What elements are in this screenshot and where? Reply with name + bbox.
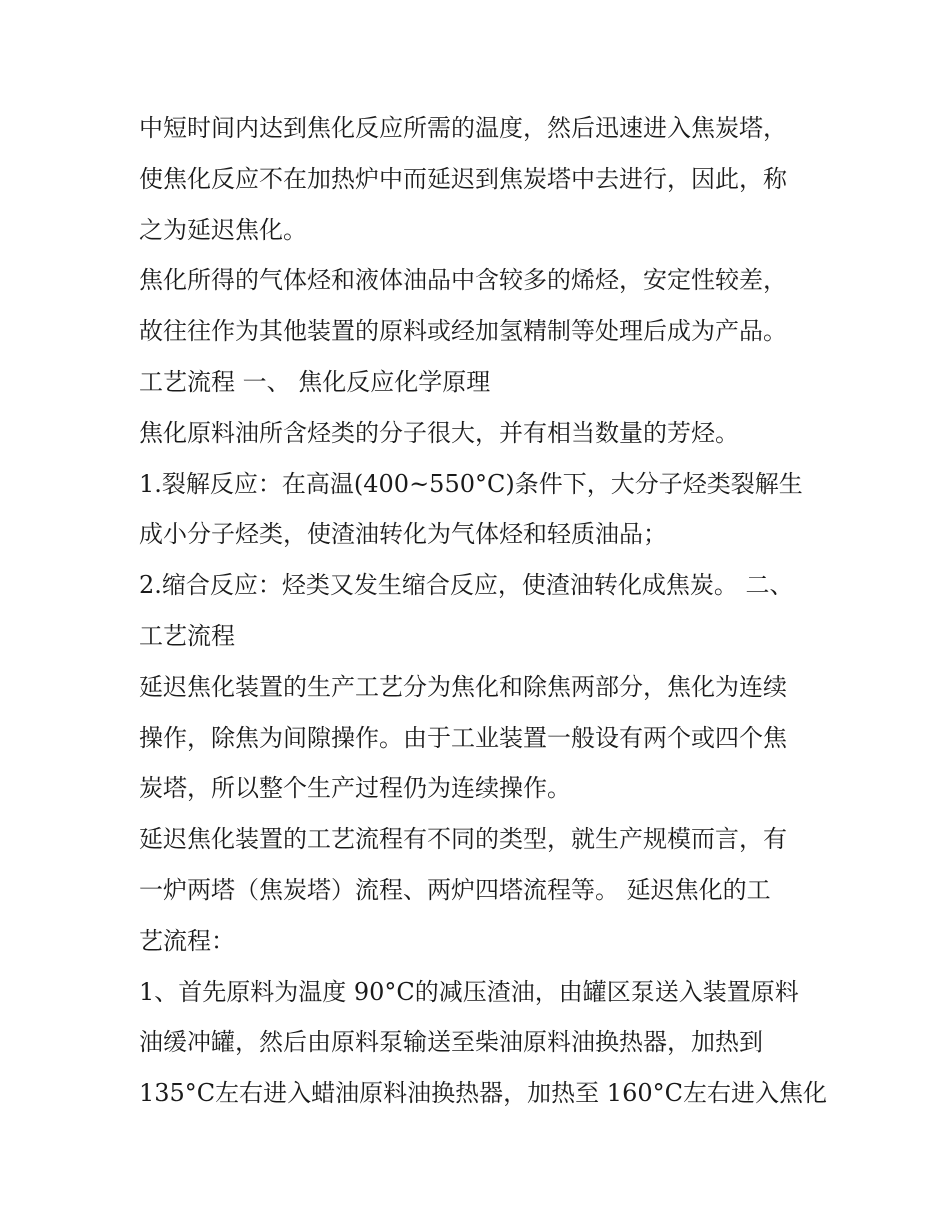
document-body xyxy=(139,103,827,1119)
text-line: 中短时间内达到焦化反应所需的温度，然后迅速进入焦炭塔， xyxy=(139,114,787,142)
text-line: 一炉两塔（焦炭塔）流程、两炉四塔流程等。 延迟焦化的工 xyxy=(139,875,771,904)
paragraph-delayed-coking-definition xyxy=(139,103,819,255)
text-line: 操作，除焦为间隙操作。由于工业装置一般设有两个或四个焦 xyxy=(139,723,787,752)
text-line: 焦化原料油所含烃类的分子很大，并有相当数量的芳烃。 xyxy=(139,418,739,447)
text-line: 135°C左右进入蜡油原料油换热器，加热至 160°C左右进入焦化 xyxy=(139,1079,827,1108)
text-line: 延迟焦化装置的生产工艺分为焦化和除焦两部分，焦化为连续 xyxy=(139,672,787,701)
text-line: 油缓冲罐，然后由原料泵输送至柴油原料油换热器，加热到 xyxy=(139,1028,763,1057)
text-line: 延迟焦化装置的工艺流程有不同的类型，就生产规模而言，有 xyxy=(139,825,787,854)
text-line: 焦化所得的气体烃和液体油品中含较多的烯烃，安定性较差， xyxy=(139,266,787,295)
paragraph-production-process xyxy=(139,662,819,814)
text-line: 之为延迟焦化。 xyxy=(139,215,307,244)
text-line: 使焦化反应不在加热炉中而延迟到焦炭塔中去进行，因此，称 xyxy=(139,164,787,193)
text-line: 1、首先原料为温度 90°C的减压渣油，由罐区泵送入装置原料 xyxy=(139,977,799,1006)
text-line: 1.裂解反应：在高温(400~550°C)条件下，大分子烃类裂解生 xyxy=(139,469,803,498)
text-line: 工艺流程 xyxy=(139,621,235,650)
text-line: 故往往作为其他装置的原料或经加氢精制等处理后成为产品。 xyxy=(139,317,787,346)
text-line: 炭塔，所以整个生产过程仍为连续操作。 xyxy=(139,774,571,803)
paragraph-cracking-reaction xyxy=(139,459,819,561)
paragraph-process-types xyxy=(139,814,819,966)
text-line: 艺流程： xyxy=(139,926,235,955)
section-heading-chemical-principle xyxy=(139,357,819,408)
text-line: 成小分子烃类，使渣油转化为气体烃和轻质油品； xyxy=(139,520,667,549)
text-line: 工艺流程 一、 焦化反应化学原理 xyxy=(139,367,491,396)
paragraph-process-step-1 xyxy=(139,967,827,1119)
paragraph-condensation-reaction xyxy=(139,560,819,662)
paragraph-coking-products xyxy=(139,255,819,357)
paragraph-feedstock xyxy=(139,408,819,459)
text-line: 2.缩合反应：烃类又发生缩合反应，使渣油转化成焦炭。 二、 xyxy=(139,571,794,600)
